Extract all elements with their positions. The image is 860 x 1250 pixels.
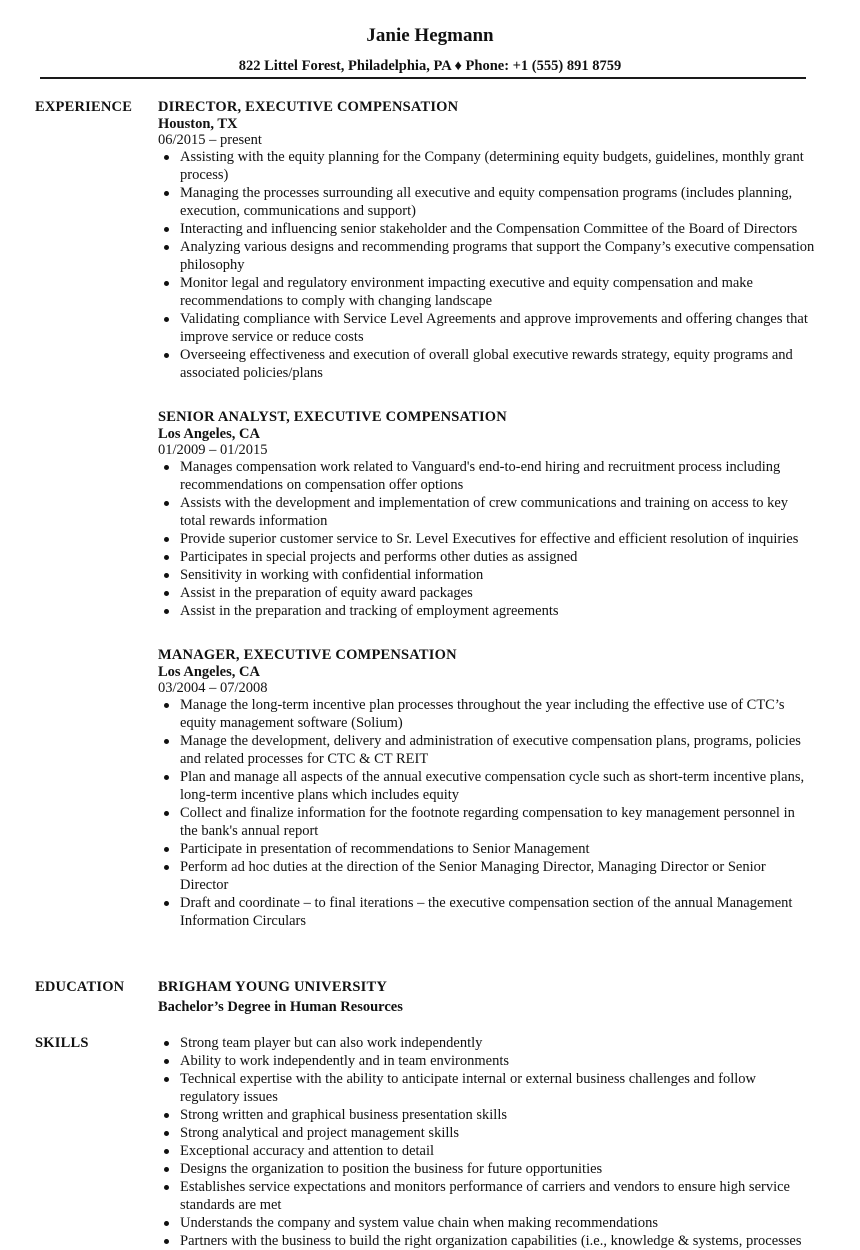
list-item: Strong analytical and project management skills (158, 1124, 815, 1142)
bullet-icon (164, 591, 169, 596)
bullet-icon (164, 1185, 169, 1190)
list-item: Validating compliance with Service Level Agreements and approve improvements and offering changes that improve service or reduce costs (158, 310, 815, 346)
list-item: Ability to work independently and in team environments (158, 1052, 815, 1070)
list-item: Managing the processes surrounding all executive and equity compensation programs (includes planning, execution, communications and support) (158, 184, 815, 220)
list-item: Participate in presentation of recommendations to Senior Management (158, 840, 815, 858)
list-item: Participates in special projects and performs other duties as assigned (158, 548, 815, 566)
bullet-icon (164, 245, 169, 250)
skills-list (158, 1034, 815, 1250)
list-item: Assists with the development and implementation of crew communications and training on access to key total rewards information (158, 494, 815, 530)
list-item: Exceptional accuracy and attention to detail (158, 1142, 815, 1160)
job-bullets (158, 458, 815, 620)
list-item: Technical expertise with the ability to anticipate internal or external business challenges and follow regulatory issues (158, 1070, 815, 1106)
bullet-icon (164, 609, 169, 614)
bullet-icon (164, 1239, 169, 1244)
bullet-icon (164, 281, 169, 286)
list-item: Collect and finalize information for the footnote regarding compensation to key management personnel in the bank's annual report (158, 804, 815, 840)
list-item: Assist in the preparation and tracking of employment agreements (158, 602, 815, 620)
list-item: Sensitivity in working with confidential information (158, 566, 815, 584)
bullet-icon (164, 227, 169, 232)
job-bullets (158, 696, 815, 930)
list-item: Analyzing various designs and recommending programs that support the Company’s executive compensation philosophy (158, 238, 815, 274)
bullet-icon (164, 465, 169, 470)
header-divider (40, 77, 806, 79)
bullet-icon (164, 775, 169, 780)
bullet-icon (164, 1131, 169, 1136)
bullet-icon (164, 811, 169, 816)
bullet-icon (164, 1077, 169, 1082)
job-location: Los Angeles, CA (158, 426, 260, 442)
job-entry (158, 646, 815, 930)
job-title: SENIOR ANALYST, EXECUTIVE COMPENSATION (158, 409, 507, 425)
list-item: Partners with the business to build the right organization capabilities (i.e., knowledge & systems, processes (158, 1232, 815, 1250)
bullet-icon (164, 537, 169, 542)
bullet-icon (164, 317, 169, 322)
section-label-skills: SKILLS (35, 1035, 89, 1051)
bullet-icon (164, 1059, 169, 1064)
job-title: DIRECTOR, EXECUTIVE COMPENSATION (158, 99, 459, 115)
list-item: Strong team player but can also work independently (158, 1034, 815, 1052)
bullet-icon (164, 1113, 169, 1118)
bullet-icon (164, 501, 169, 506)
bullet-icon (164, 1221, 169, 1226)
bullet-icon (164, 703, 169, 708)
list-item: Designs the organization to position the business for future opportunities (158, 1160, 815, 1178)
list-item: Provide superior customer service to Sr. Level Executives for effective and efficient resolution of inquiries (158, 530, 815, 548)
job-dates: 03/2004 – 07/2008 (158, 680, 268, 696)
bullet-icon (164, 1167, 169, 1172)
experience-body (158, 98, 815, 930)
school-name: BRIGHAM YOUNG UNIVERSITY (158, 979, 388, 995)
bullet-icon (164, 155, 169, 160)
job-dates: 06/2015 – present (158, 132, 262, 148)
job-location: Houston, TX (158, 116, 238, 132)
bullet-icon (164, 573, 169, 578)
list-item: Manages compensation work related to Vanguard's end-to-end hiring and recruitment process including recommendations on compensation offer options (158, 458, 815, 494)
job-bullets (158, 148, 815, 382)
bullet-icon (164, 353, 169, 358)
job-location: Los Angeles, CA (158, 664, 260, 680)
degree: Bachelor’s Degree in Human Resources (158, 999, 403, 1015)
list-item: Strong written and graphical business presentation skills (158, 1106, 815, 1124)
bullet-icon (164, 901, 169, 906)
education-body (158, 978, 815, 1018)
resume-header (0, 0, 860, 75)
candidate-name: Janie Hegmann (366, 25, 494, 46)
bullet-icon (164, 555, 169, 560)
list-item: Manage the development, delivery and administration of executive compensation plans, programs, policies and related processes for CTC & CT REIT (158, 732, 815, 768)
list-item: Overseeing effectiveness and execution of overall global executive rewards strategy, equity programs and associated policies/plans (158, 346, 815, 382)
list-item: Assisting with the equity planning for the Company (determining equity budgets, guidelines, monthly grant process) (158, 148, 815, 184)
job-entry (158, 408, 815, 620)
list-item: Perform ad hoc duties at the direction of the Senior Managing Director, Managing Director or Senior Director (158, 858, 815, 894)
skills-body (158, 1034, 815, 1250)
list-item: Assist in the preparation of equity award packages (158, 584, 815, 602)
bullet-icon (164, 739, 169, 744)
bullet-icon (164, 865, 169, 870)
job-dates: 01/2009 – 01/2015 (158, 442, 268, 458)
bullet-icon (164, 1149, 169, 1154)
list-item: Interacting and influencing senior stakeholder and the Compensation Committee of the Board of Directors (158, 220, 815, 238)
list-item: Plan and manage all aspects of the annual executive compensation cycle such as short-term incentive plans, long-term incentive plans which includes equity (158, 768, 815, 804)
list-item: Draft and coordinate – to final iterations – the executive compensation section of the annual Management Information Circulars (158, 894, 815, 930)
job-title: MANAGER, EXECUTIVE COMPENSATION (158, 647, 457, 663)
bullet-icon (164, 847, 169, 852)
list-item: Manage the long-term incentive plan processes throughout the year including the effective use of CTC’s equity management software (Solium) (158, 696, 815, 732)
bullet-icon (164, 1041, 169, 1046)
section-label-experience: EXPERIENCE (35, 99, 133, 115)
job-entry (158, 98, 815, 382)
bullet-icon (164, 191, 169, 196)
list-item: Understands the company and system value chain when making recommendations (158, 1214, 815, 1232)
contact-line: 822 Littel Forest, Philadelphia, PA ♦ Phone: +1 (555) 891 8759 (238, 58, 622, 74)
section-label-education: EDUCATION (35, 979, 125, 995)
list-item: Establishes service expectations and monitors performance of carriers and vendors to ensure high service standards are met (158, 1178, 815, 1214)
list-item: Monitor legal and regulatory environment impacting executive and equity compensation and make recommendations to comply with changing landscape (158, 274, 815, 310)
